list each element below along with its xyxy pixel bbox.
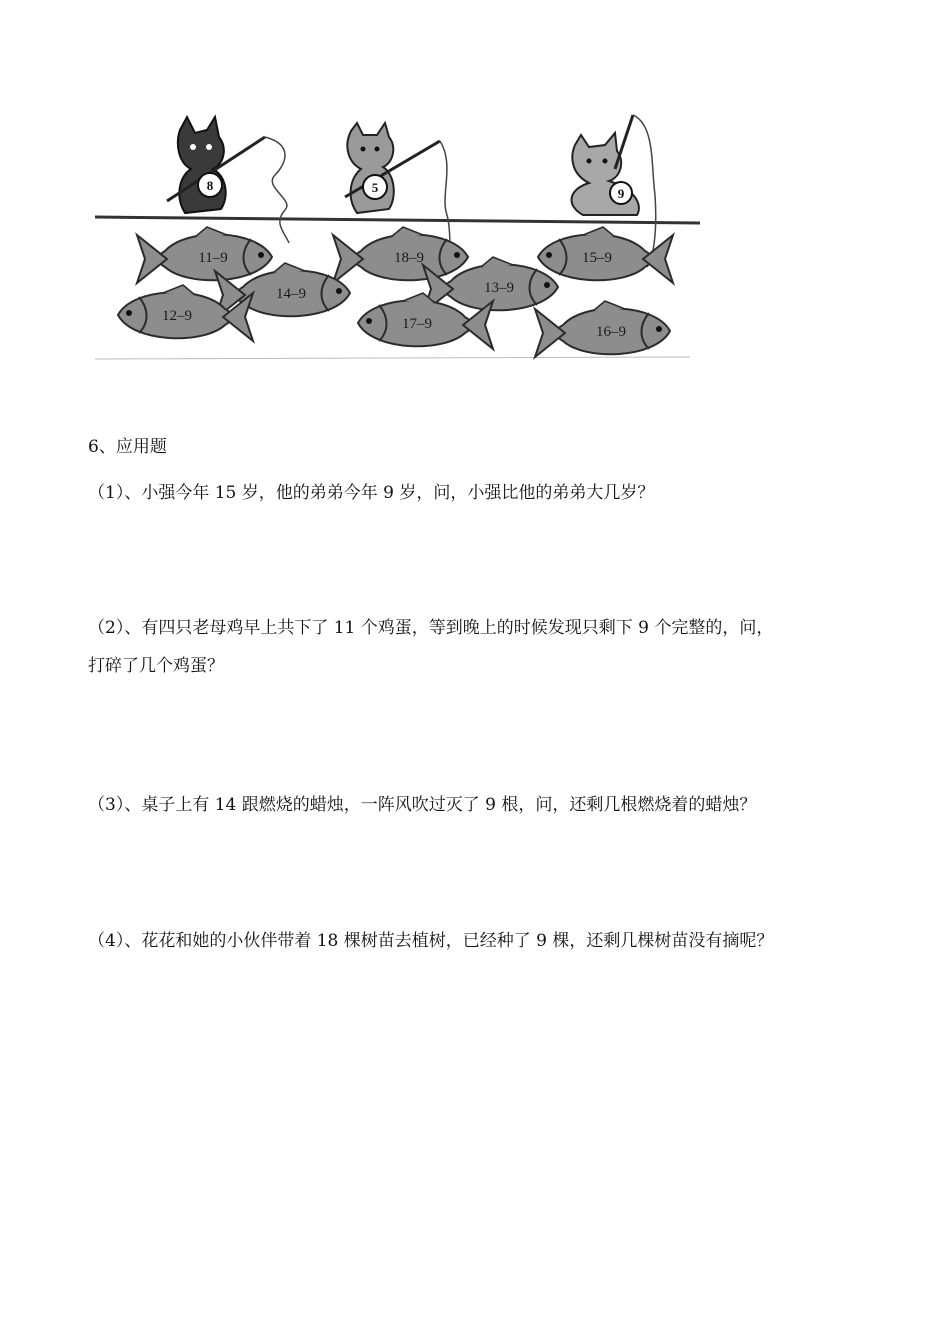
fish-label: 18–9 (394, 250, 424, 266)
fish-label: 12–9 (162, 308, 192, 324)
question-4 (88, 922, 868, 960)
badge-label-light-cat: 9 (617, 186, 625, 201)
fishing-illustration (95, 105, 700, 363)
fish-label: 14–9 (276, 286, 306, 302)
badge-label-cat: 8 (206, 178, 214, 193)
question-2-text: （2）、有四只老母鸡早上共下了 11 个鸡蛋，等到晚上的时候发现只剩下 9 个完整的，问， (88, 618, 774, 638)
shore-line (95, 217, 700, 223)
fish-label: 15–9 (582, 250, 612, 266)
fish-3 (538, 227, 673, 283)
question-3-text: （3）、桌子上有 14 跟燃烧的蜡烛，一阵风吹过灭了 9 根，问，还剩几根燃烧着的蜡烛？ (88, 795, 757, 815)
question-1 (88, 474, 868, 512)
fish-8 (535, 301, 670, 357)
fish-label: 13–9 (484, 280, 514, 296)
question-4-text: （4）、花花和她的小伙伴带着 18 棵树苗去植树，已经种了 9 棵，还剩几棵树苗没有摘呢？ (88, 931, 774, 951)
badge-label-grey-cat: 5 (371, 180, 379, 195)
black-cat-fisher (167, 117, 289, 243)
question-3 (88, 786, 868, 824)
fish-label: 17–9 (402, 316, 432, 332)
question-2-text-continued: 打碎了几个鸡蛋？ (88, 656, 224, 676)
question-1-text: （1）、小强今年 15 岁，他的弟弟今年 9 岁，问，小强比他的弟弟大几岁？ (88, 483, 655, 503)
section-title: 6、应用题 (88, 437, 167, 457)
question-2 (88, 609, 868, 685)
fish-1 (137, 227, 272, 283)
fish-label: 11–9 (198, 250, 228, 266)
fish-2 (333, 227, 468, 283)
fish-label: 16–9 (596, 324, 626, 340)
